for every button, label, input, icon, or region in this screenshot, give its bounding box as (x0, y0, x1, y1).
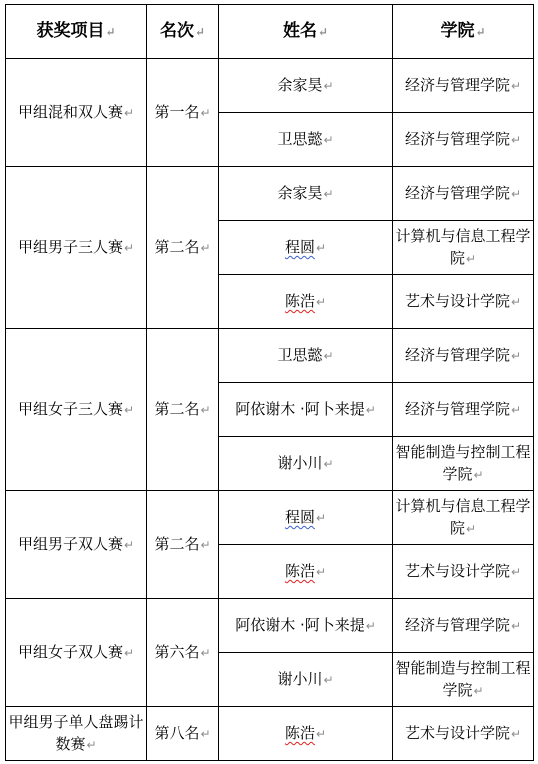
header-school: 学院↵ (393, 5, 534, 59)
school-cell: 经济与管理学院↵ (393, 59, 534, 113)
table-row (6, 167, 534, 221)
rank-cell: 第二名↵ (147, 491, 219, 599)
school-cell: 艺术与设计学院↵ (393, 707, 534, 761)
table-row (6, 59, 534, 113)
project-cell: 甲组男子单人盘踢计数赛↵ (6, 707, 147, 761)
table-header-row (6, 5, 534, 59)
header-name: 姓名↵ (219, 5, 393, 59)
school-cell: 智能制造与控制工程学院↵ (393, 437, 534, 491)
project-cell: 甲组女子双人赛↵ (6, 599, 147, 707)
name-cell: 陈浩↵ (219, 707, 393, 761)
school-cell: 经济与管理学院↵ (393, 599, 534, 653)
table-row (6, 491, 534, 545)
school-cell: 智能制造与控制工程学院↵ (393, 653, 534, 707)
name-cell: 卫思懿↵ (219, 113, 393, 167)
school-cell: 经济与管理学院↵ (393, 329, 534, 383)
school-cell: 艺术与设计学院↵ (393, 545, 534, 599)
school-cell: 经济与管理学院↵ (393, 113, 534, 167)
rank-cell: 第二名↵ (147, 329, 219, 491)
school-cell: 计算机与信息工程学院↵ (393, 221, 534, 275)
rank-cell: 第二名↵ (147, 167, 219, 329)
name-cell: 陈浩↵ (219, 545, 393, 599)
table-row (6, 599, 534, 653)
project-cell: 甲组男子双人赛↵ (6, 491, 147, 599)
header-project: 获奖项目↵ (6, 5, 147, 59)
project-cell: 甲组混和双人赛↵ (6, 59, 147, 167)
project-cell: 甲组女子三人赛↵ (6, 329, 147, 491)
name-cell: 程圆↵ (219, 491, 393, 545)
name-cell: 程圆↵ (219, 221, 393, 275)
awards-table (5, 4, 534, 761)
name-cell: 谢小川↵ (219, 437, 393, 491)
name-cell: 余家昊↵ (219, 167, 393, 221)
project-cell: 甲组男子三人赛↵ (6, 167, 147, 329)
name-cell: 阿依谢木 ·阿卜来提↵ (219, 599, 393, 653)
school-cell: 经济与管理学院↵ (393, 167, 534, 221)
name-cell: 陈浩↵ (219, 275, 393, 329)
name-cell: 谢小川↵ (219, 653, 393, 707)
school-cell: 计算机与信息工程学院↵ (393, 491, 534, 545)
rank-cell: 第六名↵ (147, 599, 219, 707)
rank-cell: 第一名↵ (147, 59, 219, 167)
rank-cell: 第八名↵ (147, 707, 219, 761)
name-cell: 卫思懿↵ (219, 329, 393, 383)
table-row (6, 707, 534, 761)
school-cell: 艺术与设计学院↵ (393, 275, 534, 329)
name-cell: 余家昊↵ (219, 59, 393, 113)
table-row (6, 329, 534, 383)
header-rank: 名次↵ (147, 5, 219, 59)
school-cell: 经济与管理学院↵ (393, 383, 534, 437)
name-cell: 阿依谢木 ·阿卜来提↵ (219, 383, 393, 437)
